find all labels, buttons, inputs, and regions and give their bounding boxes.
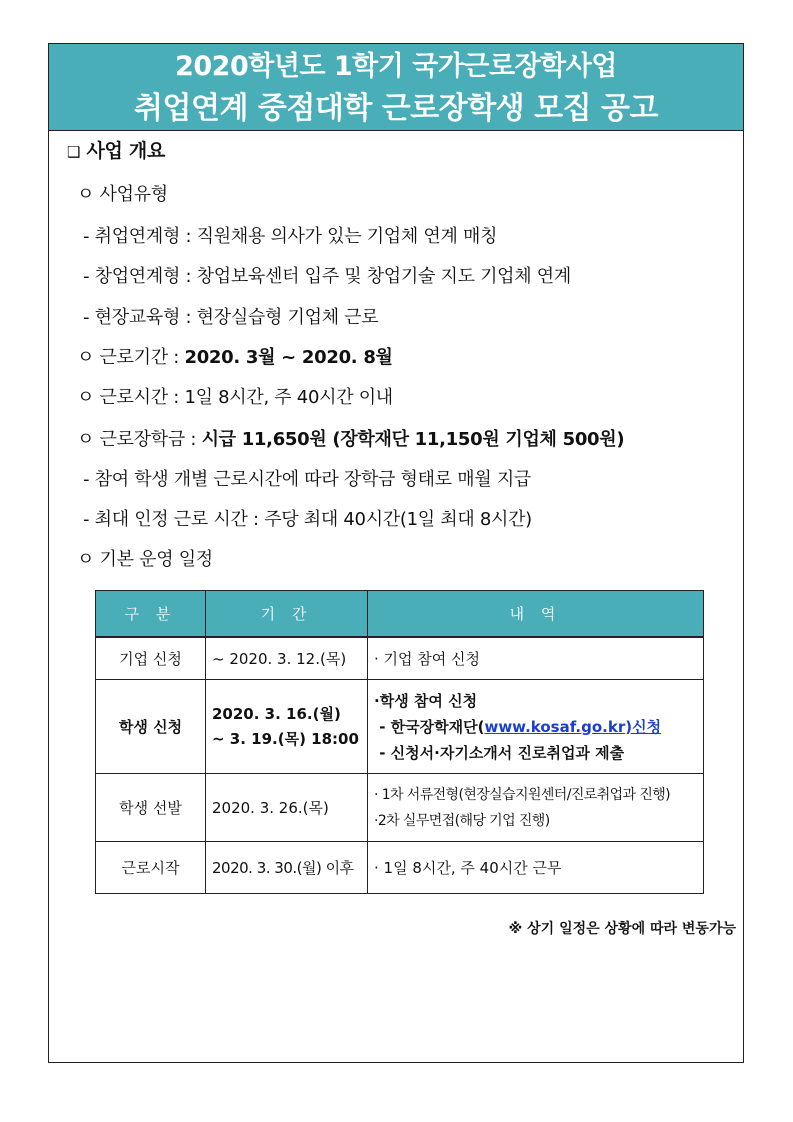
line-hours: ㅇ 근로시간 : 1일 8시간, 주 40시간 이내 [77, 387, 393, 408]
cell-period: 2020. 3. 26.(목) [206, 774, 368, 842]
detail-line [374, 714, 697, 740]
kosaf-link[interactable]: www.kosaf.go.kr [484, 717, 626, 736]
line-period [77, 343, 393, 369]
line-type: ㅇ 사업유형 [77, 184, 168, 205]
table-row [96, 842, 704, 894]
footnote: ※ 상기 일정은 상황에 따라 변동가능 [508, 921, 736, 937]
announcement-frame [48, 43, 744, 1063]
cell-details [368, 680, 704, 774]
header-details: 내 역 [368, 591, 704, 637]
wage-value: 시급 11,650원 (장학재단 11,150원 기업체 500원) [201, 429, 625, 450]
cell-category: 기업 신청 [96, 637, 206, 680]
period-value: 2020. 3월 ~ 2020. 8월 [184, 347, 393, 368]
section-heading [67, 136, 165, 163]
cell-details: · 기업 참여 신청 [368, 637, 704, 680]
table-row [96, 637, 704, 680]
header-category: 구 분 [96, 591, 206, 637]
table-header [96, 591, 704, 637]
detail-line: ·2차 실무면접(해당 기업 진행) [374, 812, 550, 829]
period-end: ~ 3. 19.(목) 18:00 [212, 729, 359, 748]
section-label: 사업 개요 [86, 140, 166, 162]
line-max-hours: - 최대 인정 근로 시간 : 주당 최대 40시간(1일 최대 8시간) [83, 509, 532, 530]
title-line-2: 취업연계 중점대학 근로장학생 모집 공고 [134, 91, 658, 126]
cell-category: 근로시작 [96, 842, 206, 894]
apply-link[interactable]: )신청 [625, 717, 662, 736]
line-pay: - 참여 학생 개별 근로시간에 따라 장학금 형태로 매월 지급 [83, 469, 532, 490]
table-row [96, 680, 704, 774]
cell-period: ~ 2020. 3. 12.(목) [206, 637, 368, 680]
line-schedule: ㅇ 기본 운영 일정 [77, 549, 213, 570]
wage-label: ㅇ 근로장학금 : [77, 429, 202, 450]
schedule-table [95, 590, 704, 894]
period-start: 2020. 3. 16.(월) [212, 704, 341, 723]
cell-category: 학생 신청 [96, 680, 206, 774]
line-wage [77, 425, 624, 451]
detail-line: ·학생 참여 신청 [374, 691, 478, 710]
cell-period [206, 680, 368, 774]
cell-period: 2020. 3. 30.(월) 이후 [206, 842, 368, 894]
checkbox-bullet-icon: ❑ [67, 143, 81, 161]
detail-text: - 한국장학재단( [374, 717, 485, 736]
period-label: ㅇ 근로기간 : [77, 347, 185, 368]
title-banner [49, 44, 743, 131]
cell-details: · 1일 8시간, 주 40시간 근무 [368, 842, 704, 894]
line-type-2: - 창업연계형 : 창업보육센터 입주 및 창업기술 지도 기업체 연계 [83, 266, 571, 287]
title-line-1: 2020학년도 1학기 국가근로장학사업 [175, 51, 617, 82]
line-type-1: - 취업연계형 : 직원채용 의사가 있는 기업체 연계 매칭 [83, 226, 498, 247]
header-period: 기 간 [206, 591, 368, 637]
detail-line: - 신청서·자기소개서 진로취업과 제출 [374, 743, 625, 762]
line-type-3: - 현장교육형 : 현장실습형 기업체 근로 [83, 307, 379, 328]
detail-line: · 1차 서류전형(현장실습지원센터/진로취업과 진행) [374, 786, 671, 803]
cell-category: 학생 선발 [96, 774, 206, 842]
table-row [96, 774, 704, 842]
cell-details [368, 774, 704, 842]
